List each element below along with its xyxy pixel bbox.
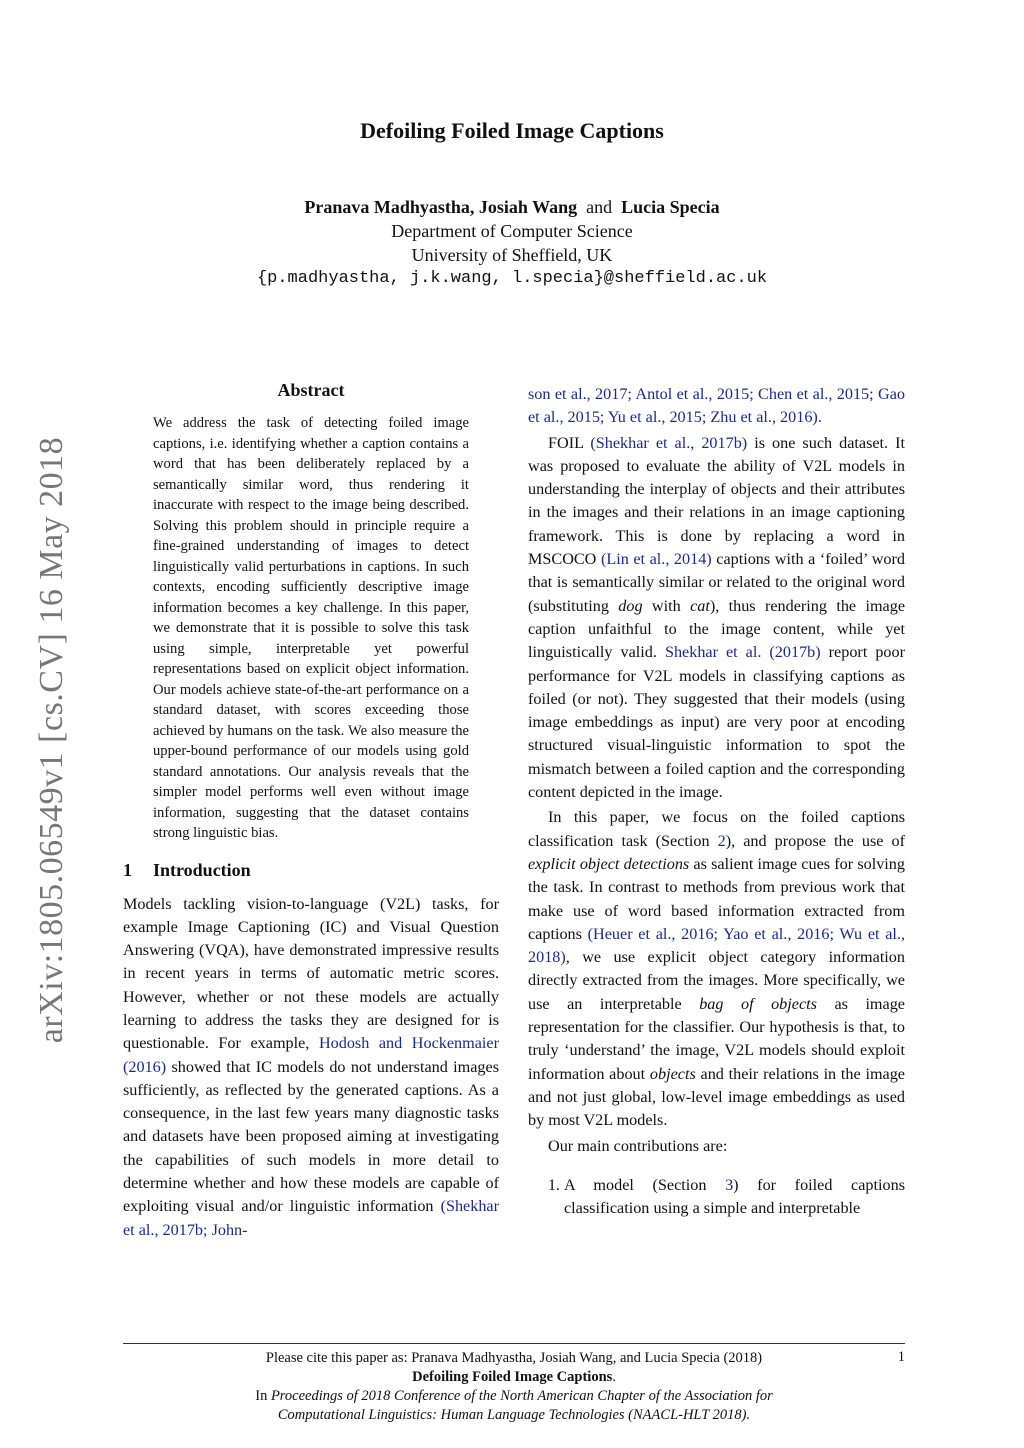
author-and: and [586, 197, 613, 217]
citation-link[interactable]: Hodosh and Hockenmaier (2016) [123, 1034, 499, 1076]
text-run: is one such dataset. It was proposed to evaluate the ability of V2L models in understanding the interplay of objects and their attributes in the images and their relations in an image captioning framework. This is done by replacing a word in MSCOCO [528, 433, 905, 569]
author-department: Department of Computer Science [391, 221, 633, 241]
right-column [528, 383, 905, 1220]
author-names-main: Pranava Madhyastha, Josiah Wang [304, 197, 578, 217]
intro-paragraph-2 [528, 432, 905, 805]
author-names [0, 195, 1024, 219]
abstract-heading: Abstract [277, 380, 345, 400]
intro-paragraph-1 [123, 893, 499, 1242]
citation-link[interactable]: (Heuer et al., 2016; Yao et al., 2016; Wu et al., 2018) [528, 924, 905, 967]
text-run: ) for foiled captions classification using a simple and interpretable [564, 1175, 906, 1218]
page-number: 1 [897, 1349, 905, 1365]
emphasis: dog [618, 596, 643, 615]
text-run: A model (Section [564, 1175, 726, 1194]
abstract-text: We address the task of detecting foiled image captions, i.e. identifying whether a caption contains a word that has been deliberately replaced by a semantically similar word, thus rendering it inaccurate with respect to the image being described. Solving this problem should in principle require a fine-grained understanding of images to detect linguistically valid perturbations in captions. In such contexts, encoding sufficiently descriptive image information becomes a key challenge. In this paper, we demonstrate that it is possible to solve this task using simple, interpretable yet powerful representations based on explicit object information. Our models achieve state-of-the-art performance on a standard dataset, with scores exceeding those achieved by humans on the task. We also measure the upper-bound performance of our models using gold standard annotations. Our analysis reveals that the simpler model performs well even without image information, suggesting that the dataset contains strong linguistic bias. [153, 415, 469, 841]
footer-venue-cont: Computational Linguistics: Human Language Technologies (NAACL-HLT 2018). [277, 1407, 751, 1423]
footer-paper-title: Defoiling Foiled Image Captions [412, 1369, 613, 1385]
text-run: showed that IC models do not understand images sufficiently, as reflected by the generated captions. As a consequence, in the last few years many diagnostic tasks and datasets have been proposed aiming at investigating the capabilities of such models in more detail to determine whether and how these models are capable of exploiting visual and/or linguistic information [123, 1057, 499, 1216]
footer-line-1: Please cite this paper as: Pranava Madhyastha, Josiah Wang, and Lucia Specia (2018) [265, 1350, 763, 1366]
citation-continued[interactable]: son et al., 2017; Antol et al., 2015; Chen et al., 2015; Gao et al., 2015; Yu et al., 2015; Zhu et al., 2016). [528, 385, 905, 427]
author-email: {p.madhyastha, j.k.wang, l.specia}@sheffield.ac.uk [256, 269, 768, 288]
section-ref-link[interactable]: 2 [717, 831, 726, 850]
contributions-list [528, 1174, 905, 1221]
intro-paragraph-4: Our main contributions are: [548, 1136, 728, 1155]
citation-link[interactable]: (Lin et al., 2014) [600, 550, 712, 569]
text-run: Models tackling vision-to-language (V2L) tasks, for example Image Captioning (IC) and Visual Question Answering (VQA), have demonstrated impressive results in recent years in terms of automatic metric scores. However, whether or not these models are actually learning to address the tasks they are designed for is questionable. For example, [123, 894, 499, 1053]
text-run: captions with a ‘foiled’ word that is semantically similar or related to the original word (substituting [528, 550, 906, 615]
text-run: and their relations in the image and not just global, low-level image embeddings as used by most V2L models. [528, 1064, 905, 1130]
paper-title: Defoiling Foiled Image Captions [360, 118, 664, 143]
section-title: Introduction [153, 859, 251, 880]
text-run: In [255, 1388, 271, 1404]
text-run: FOIL [548, 433, 591, 452]
contribution-item [564, 1174, 905, 1221]
text-run: ), and propose the use of [725, 831, 905, 850]
citation-link[interactable]: Shekhar et al. (2017b) [664, 643, 821, 662]
author-block [0, 195, 1024, 291]
section-heading-introduction [123, 860, 499, 881]
citation-link[interactable]: (Shekhar et al., 2017b; John- [123, 1197, 499, 1239]
footer-line-4 [123, 1406, 905, 1425]
intro-paragraph-1-continued [528, 383, 905, 430]
text-run: . [612, 1369, 616, 1385]
author-name-last: Lucia Specia [621, 197, 720, 217]
text-run: ), thus rendering the image caption unfaithful to the image content, while yet linguistically valid. [528, 596, 906, 662]
citation-footer [123, 1349, 905, 1425]
emphasis: bag of objects [699, 994, 817, 1013]
emphasis: explicit object detections [528, 854, 690, 873]
author-university: University of Sheffield, UK [411, 245, 613, 265]
text-run: as image representation for the classifier. Our hypothesis is that, to truly ‘understand’ the image, V2L models should exploit information about [528, 994, 905, 1083]
footer-venue: Proceedings of 2018 Conference of the North American Chapter of the Association for [270, 1388, 773, 1404]
text-run: , we use explicit object category information directly extracted from the images. More specifically, we use an interpretable [528, 948, 905, 1013]
text-run: In this paper, we focus on the foiled captions classification task (Section [528, 808, 905, 850]
footer-divider [123, 1343, 905, 1344]
text-run: with [642, 596, 691, 615]
emphasis: objects [649, 1064, 696, 1083]
footer-line-2 [123, 1368, 905, 1387]
section-ref-link[interactable]: 3 [725, 1175, 734, 1194]
emphasis: cat [690, 596, 710, 615]
intro-paragraph-3 [528, 806, 905, 1132]
text-run: as salient image cues for solving the task. In contrast to methods from previous work that make use of word based information extracted from captions [528, 854, 905, 943]
section-number: 1 [123, 859, 132, 880]
citation-link[interactable]: (Shekhar et al., 2017b) [590, 433, 748, 452]
text-run: report poor performance for V2L models in classifying captions as foiled (or not). They suggested that their models (using image embeddings as input) are very poor at encoding structured visual-linguistic information to spot the mismatch between a foiled caption and the corresponding content depicted in the image. [528, 643, 905, 802]
arxiv-stamp: arXiv:1805.06549v1 [cs.CV] 16 May 2018 [33, 436, 70, 1044]
left-column [123, 380, 499, 1242]
footer-line-3 [123, 1387, 905, 1406]
